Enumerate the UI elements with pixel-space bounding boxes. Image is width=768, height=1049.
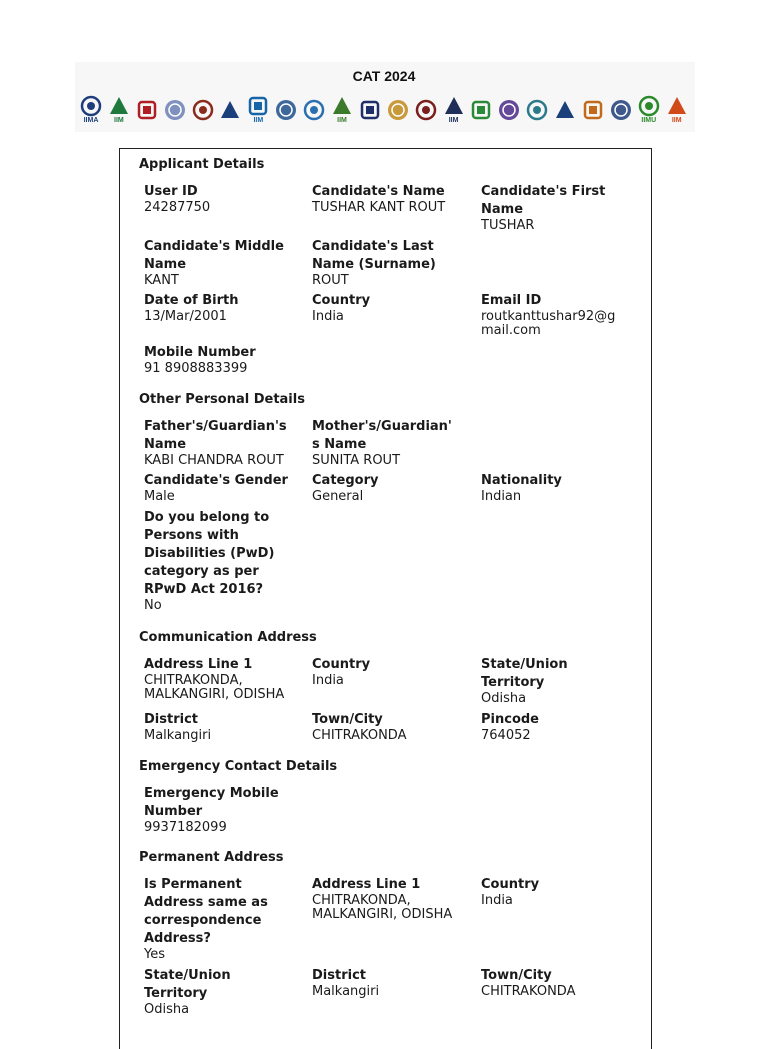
field-value: TUSHAR bbox=[481, 218, 535, 233]
field-value: CHITRAKONDA bbox=[481, 984, 576, 999]
iim-jammu-logo-emblem bbox=[219, 99, 241, 121]
iimu-logo-emblem bbox=[638, 95, 660, 117]
field-label: State/Union Territory bbox=[481, 657, 568, 690]
field-category bbox=[312, 472, 470, 504]
section-title-emergency: Emergency Contact Details bbox=[139, 759, 338, 774]
iim-udaipur-logo-emblem bbox=[582, 99, 604, 121]
field-perm-town bbox=[481, 967, 621, 999]
section-title-permanent: Permanent Address bbox=[139, 850, 284, 865]
field-value: 24287750 bbox=[144, 200, 211, 215]
field-value: Malkangiri bbox=[312, 984, 380, 999]
field-emergency-mobile bbox=[144, 785, 284, 835]
iim-nagpur-logo-text: IIM bbox=[337, 117, 347, 124]
field-comm-town bbox=[312, 711, 470, 743]
iim-jammu-logo bbox=[219, 99, 241, 121]
field-label: Candidate's Middle Name bbox=[144, 239, 284, 272]
field-last-name bbox=[312, 238, 452, 288]
field-label: Mobile Number bbox=[144, 345, 256, 360]
field-comm-country bbox=[312, 656, 470, 688]
iim-indore-logo bbox=[192, 99, 214, 121]
field-label: Category bbox=[312, 473, 379, 488]
field-label: Date of Birth bbox=[144, 293, 239, 308]
field-perm-address-line-1 bbox=[312, 876, 470, 922]
iim-ranchi-logo-emblem bbox=[443, 95, 465, 117]
field-label: Address Line 1 bbox=[312, 877, 421, 892]
iim-lucknow-logo-emblem bbox=[303, 99, 325, 121]
iim-amritsar-logo bbox=[666, 95, 688, 125]
field-value: 764052 bbox=[481, 728, 531, 743]
iimu-logo-text: IIMU bbox=[641, 117, 657, 124]
iim-trichy-logo-emblem bbox=[554, 99, 576, 121]
field-value: ROUT bbox=[312, 273, 349, 288]
field-label: State/Union Territory bbox=[144, 968, 231, 1001]
section-title-personal: Other Personal Details bbox=[139, 392, 305, 407]
field-label: Emergency Mobile Number bbox=[144, 786, 279, 819]
field-value: routkanttushar92@gmail.com bbox=[481, 309, 616, 338]
field-label: User ID bbox=[144, 184, 198, 199]
field-value: 91 8908883399 bbox=[144, 361, 248, 376]
section-title-communication: Communication Address bbox=[139, 630, 317, 645]
field-label: Candidate's First Name bbox=[481, 184, 606, 217]
field-value: General bbox=[312, 489, 364, 504]
field-father-name bbox=[144, 418, 294, 468]
field-label: Town/City bbox=[481, 968, 552, 983]
field-label: Mother's/Guardian's Name bbox=[312, 419, 452, 452]
field-gender bbox=[144, 472, 302, 504]
iimc-logo-emblem bbox=[136, 99, 158, 121]
field-label: Father's/Guardian's Name bbox=[144, 419, 287, 452]
iimb-logo-emblem bbox=[108, 95, 130, 117]
field-value: CHITRAKONDA bbox=[312, 728, 407, 743]
field-label: Do you belong to Persons with Disabilities (PwD) category as per RPwD Act 2016? bbox=[144, 510, 275, 597]
field-email bbox=[481, 292, 621, 338]
iim-ranchi-logo-text: IIM bbox=[448, 117, 459, 124]
field-label: District bbox=[312, 968, 366, 983]
field-comm-state bbox=[481, 656, 581, 706]
institute-logos-strip bbox=[80, 92, 688, 128]
iim-lucknow-logo bbox=[303, 99, 325, 121]
field-comm-address-line-1 bbox=[144, 656, 302, 702]
field-first-name bbox=[481, 183, 621, 233]
field-value: KANT bbox=[144, 273, 179, 288]
iim-raipur-logo bbox=[387, 99, 409, 121]
iima-logo-emblem bbox=[80, 95, 102, 117]
iim-trichy-logo bbox=[554, 99, 576, 121]
iim-nagpur-logo-emblem bbox=[331, 95, 353, 117]
field-label: Email ID bbox=[481, 293, 542, 308]
iim-raipur-logo-emblem bbox=[387, 99, 409, 121]
field-value: No bbox=[144, 598, 162, 613]
field-value: India bbox=[312, 309, 344, 324]
field-user-id bbox=[144, 183, 302, 215]
iim-shillong-logo bbox=[498, 99, 520, 121]
iim-nagpur-logo bbox=[331, 95, 353, 125]
field-value: SUNITA ROUT bbox=[312, 453, 401, 468]
page-title: CAT 2024 bbox=[352, 68, 416, 84]
iima-logo-text: IIMA bbox=[83, 117, 99, 124]
field-value: India bbox=[481, 893, 513, 908]
field-country bbox=[312, 292, 470, 324]
iim-kozhikode-logo bbox=[275, 99, 297, 121]
iimb-logo-text: IIM bbox=[114, 117, 124, 124]
field-label: Country bbox=[312, 293, 371, 308]
field-value: KABI CHANDRA ROUT bbox=[144, 453, 284, 468]
iim-amritsar-logo-emblem bbox=[666, 95, 688, 117]
iim-ranchi-logo bbox=[443, 95, 465, 125]
field-nationality bbox=[481, 472, 621, 504]
field-label: Town/City bbox=[312, 712, 383, 727]
field-label: Is Permanent Address same as correspondence Address? bbox=[144, 877, 268, 946]
iim-rohtak-logo-emblem bbox=[415, 99, 437, 121]
field-candidate-name bbox=[312, 183, 470, 215]
field-value: 9937182099 bbox=[144, 820, 227, 835]
field-perm-same-address bbox=[144, 876, 274, 962]
field-value: CHITRAKONDA, MALKANGIRI, ODISHA bbox=[144, 673, 285, 702]
field-middle-name bbox=[144, 238, 294, 288]
field-value: Yes bbox=[144, 947, 165, 962]
iim-amritsar-logo-text: IIM bbox=[671, 117, 682, 124]
field-value: 13/Mar/2001 bbox=[144, 309, 227, 324]
field-label: Candidate's Name bbox=[312, 184, 445, 199]
iim-udaipur-logo bbox=[582, 99, 604, 121]
field-label: Address Line 1 bbox=[144, 657, 253, 672]
iimb-logo bbox=[108, 95, 130, 125]
field-value: CHITRAKONDA, MALKANGIRI, ODISHA bbox=[312, 893, 453, 922]
iim-sirmaur-logo bbox=[526, 99, 548, 121]
iim-kashipur-logo-text: IIM bbox=[253, 117, 264, 124]
field-value: Malkangiri bbox=[144, 728, 212, 743]
section-title-applicant: Applicant Details bbox=[139, 157, 265, 172]
field-value: Odisha bbox=[144, 1002, 190, 1017]
iim-visakhapatnam-logo-emblem bbox=[610, 99, 632, 121]
field-date-of-birth bbox=[144, 292, 302, 324]
field-mobile-number bbox=[144, 344, 302, 376]
field-perm-country bbox=[481, 876, 621, 908]
iim-kozhikode-logo-emblem bbox=[275, 99, 297, 121]
iima-logo bbox=[80, 95, 102, 125]
field-label: Nationality bbox=[481, 473, 562, 488]
iim-mumbai-logo bbox=[359, 99, 381, 121]
field-label: Country bbox=[481, 877, 540, 892]
field-value: Indian bbox=[481, 489, 522, 504]
iim-visakhapatnam-logo bbox=[610, 99, 632, 121]
iim-mumbai-logo-emblem bbox=[359, 99, 381, 121]
iim-kashipur-logo bbox=[247, 95, 269, 125]
iim-bodhgaya-logo bbox=[164, 99, 186, 121]
field-perm-district bbox=[312, 967, 470, 999]
field-label: District bbox=[144, 712, 198, 727]
iimc-logo bbox=[136, 99, 158, 121]
iim-shillong-logo-emblem bbox=[498, 99, 520, 121]
iimu-logo bbox=[638, 95, 660, 125]
field-perm-state bbox=[144, 967, 244, 1017]
field-label: Candidate's Last Name (Surname) bbox=[312, 239, 436, 272]
field-value: India bbox=[312, 673, 344, 688]
iim-kashipur-logo-emblem bbox=[247, 95, 269, 117]
iim-indore-logo-emblem bbox=[192, 99, 214, 121]
field-comm-district bbox=[144, 711, 302, 743]
iim-sambalpur-logo-emblem bbox=[470, 99, 492, 121]
field-comm-pincode bbox=[481, 711, 621, 743]
field-value: Odisha bbox=[481, 691, 527, 706]
field-label: Country bbox=[312, 657, 371, 672]
field-value: Male bbox=[144, 489, 175, 504]
iim-bodhgaya-logo-emblem bbox=[164, 99, 186, 121]
field-value: TUSHAR KANT ROUT bbox=[312, 200, 446, 215]
iim-rohtak-logo bbox=[415, 99, 437, 121]
field-label: Pincode bbox=[481, 712, 539, 727]
field-mother-name bbox=[312, 418, 452, 468]
iim-sambalpur-logo bbox=[470, 99, 492, 121]
iim-sirmaur-logo-emblem bbox=[526, 99, 548, 121]
field-pwd bbox=[144, 509, 284, 613]
field-label: Candidate's Gender bbox=[144, 473, 288, 488]
